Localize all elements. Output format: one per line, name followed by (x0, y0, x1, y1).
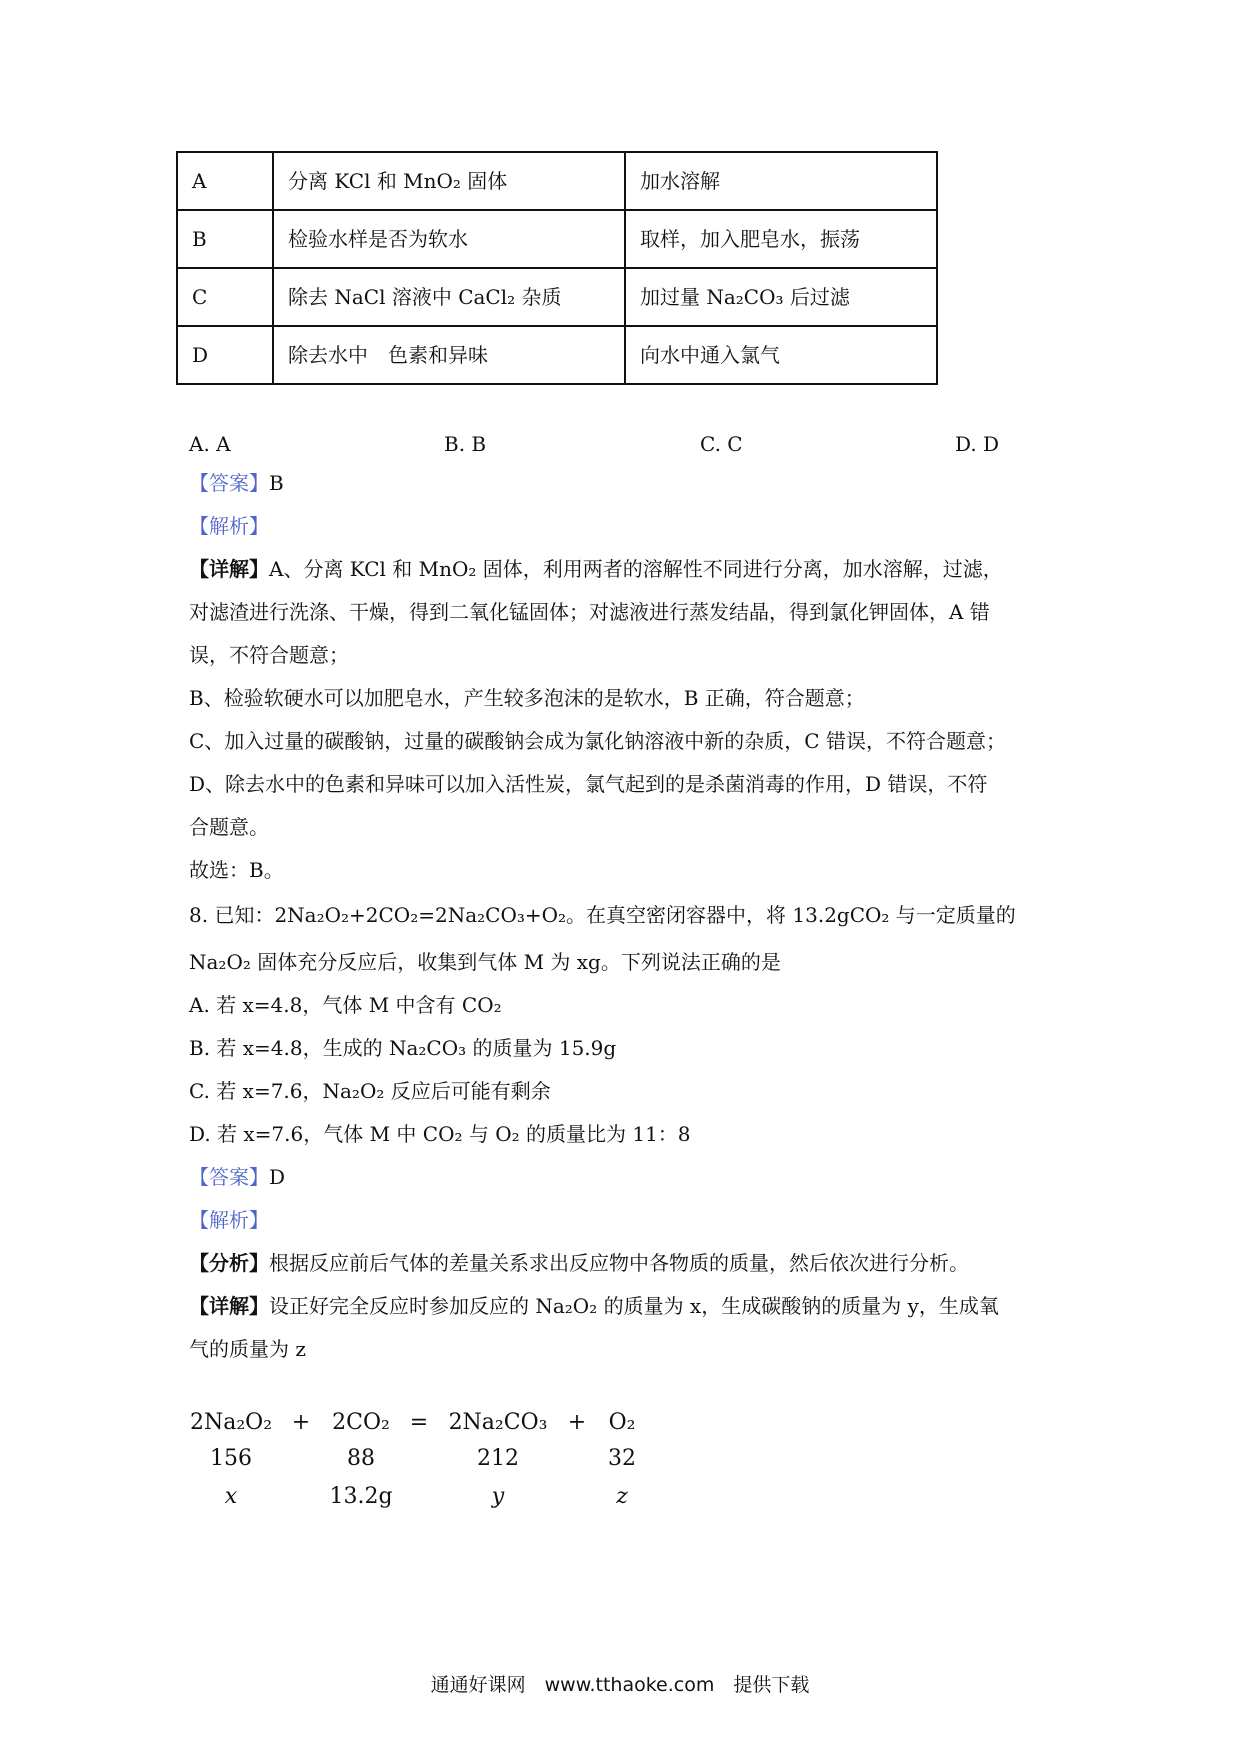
options-table (176, 151, 938, 385)
table-cell-option: C (177, 268, 273, 326)
eq-mass: 212 (477, 1446, 519, 1471)
q8-option: C. 若 x=7.6，Na₂O₂ 反应后可能有剩余 (189, 1079, 551, 1103)
answer-tag: 【答案】 (189, 1165, 269, 1189)
page-footer: 通通好课网 www.tthaoke.com 提供下载 (430, 1674, 810, 1696)
q8-option: A. 若 x=4.8，气体 M 中含有 CO₂ (189, 993, 502, 1017)
table-row (177, 268, 937, 326)
choice-d: D. D (955, 432, 1000, 456)
table-cell-goal: 分离 KCl 和 MnO₂ 固体 (273, 152, 625, 210)
eq-mass: 88 (347, 1446, 375, 1471)
eq-term: 2CO₂ (332, 1410, 390, 1435)
eq-mass: 32 (608, 1446, 636, 1471)
eq-operator: + (567, 1410, 587, 1435)
eq-operator: = (409, 1410, 429, 1435)
q8-detail-line: 气的质量为 z (189, 1337, 306, 1361)
q7-answer-line (189, 471, 284, 495)
detail-text: 设正好完全反应时参加反应的 Na₂O₂ 的质量为 x，生成碳酸钠的质量为 y，生成氧 (269, 1294, 999, 1318)
eq-unknown: 13.2g (329, 1484, 393, 1509)
q8-stem-line: Na₂O₂ 固体充分反应后，收集到气体 M 为 xg。下列说法正确的是 (189, 950, 781, 974)
table-row (177, 152, 937, 210)
fenxi-text: 根据反应前后气体的差量关系求出反应物中各物质的质量，然后依次进行分析。 (269, 1251, 969, 1275)
answer-value: D (269, 1165, 286, 1189)
table-cell-method: 向水中通入氯气 (625, 326, 937, 384)
choice-a: A. A (189, 432, 231, 456)
q7-detail-line: D、除去水中的色素和异味可以加入活性炭，氯气起到的是杀菌消毒的作用，D 错误，不符 (189, 772, 988, 796)
q7-detail-line: 误，不符合题意； (189, 643, 349, 667)
detail-tag: 【详解】 (189, 1294, 269, 1318)
q7-detail-line: 对滤渣进行洗涤、干燥，得到二氧化锰固体；对滤液进行蒸发结晶，得到氯化钾固体，A 错 (189, 600, 990, 624)
table-cell-option: A (177, 152, 273, 210)
eq-unknown: x (224, 1484, 238, 1509)
answer-value: B (269, 471, 284, 495)
table-cell-goal: 除去水中 色素和异味 (273, 326, 625, 384)
eq-term: 2Na₂O₂ (189, 1410, 273, 1435)
eq-mass: 156 (210, 1446, 252, 1471)
q7-detail-line: C、加入过量的碳酸钠，过量的碳酸钠会成为氯化钠溶液中新的杂质，C 错误，不符合题意； (189, 729, 1006, 753)
table-cell-goal: 除去 NaCl 溶液中 CaCl₂ 杂质 (273, 268, 625, 326)
table-cell-option: B (177, 210, 273, 268)
answer-tag: 【答案】 (189, 471, 269, 495)
q8-detail-line (189, 1294, 999, 1318)
q8-stem-line: 8. 已知：2Na₂O₂+2CO₂=2Na₂CO₃+O₂。在真空密闭容器中，将 13.2gCO₂ 与一定质量的 (189, 903, 1016, 927)
q7-detail-line: 合题意。 (189, 815, 269, 839)
q8-fenxi-line (189, 1251, 969, 1275)
eq-operator: + (291, 1410, 311, 1435)
table-row (177, 326, 937, 384)
choice-b: B. B (444, 432, 487, 456)
q8-option: B. 若 x=4.8，生成的 Na₂CO₃ 的质量为 15.9g (189, 1036, 617, 1060)
q7-detail-line: B、检验软硬水可以加肥皂水，产生较多泡沫的是软水，B 正确，符合题意； (189, 686, 865, 710)
q8-answer-line (189, 1165, 285, 1189)
choice-c: C. C (700, 432, 743, 456)
eq-unknown: z (616, 1484, 628, 1509)
table-row (177, 210, 937, 268)
q7-conclusion: 故选：B。 (189, 858, 284, 882)
detail-tag: 【详解】 (189, 557, 269, 581)
q7-detail-line (189, 557, 1003, 581)
table-cell-goal: 检验水样是否为软水 (273, 210, 625, 268)
eq-unknown: y (491, 1484, 505, 1509)
table-cell-method: 加过量 Na₂CO₃ 后过滤 (625, 268, 937, 326)
table-cell-method: 取样，加入肥皂水，振荡 (625, 210, 937, 268)
q7-analysis-tag: 【解析】 (189, 514, 269, 538)
table-cell-method: 加水溶解 (625, 152, 937, 210)
q8-analysis-tag: 【解析】 (189, 1208, 269, 1232)
eq-term: 2Na₂CO₃ (448, 1410, 548, 1435)
table-cell-option: D (177, 326, 273, 384)
detail-text: A、分离 KCl 和 MnO₂ 固体，利用两者的溶解性不同进行分离，加水溶解，过滤， (269, 557, 1003, 581)
eq-term: O₂ (608, 1410, 636, 1435)
q8-option: D. 若 x=7.6，气体 M 中 CO₂ 与 O₂ 的质量比为 11：8 (189, 1122, 691, 1146)
fenxi-tag: 【分析】 (189, 1251, 269, 1275)
